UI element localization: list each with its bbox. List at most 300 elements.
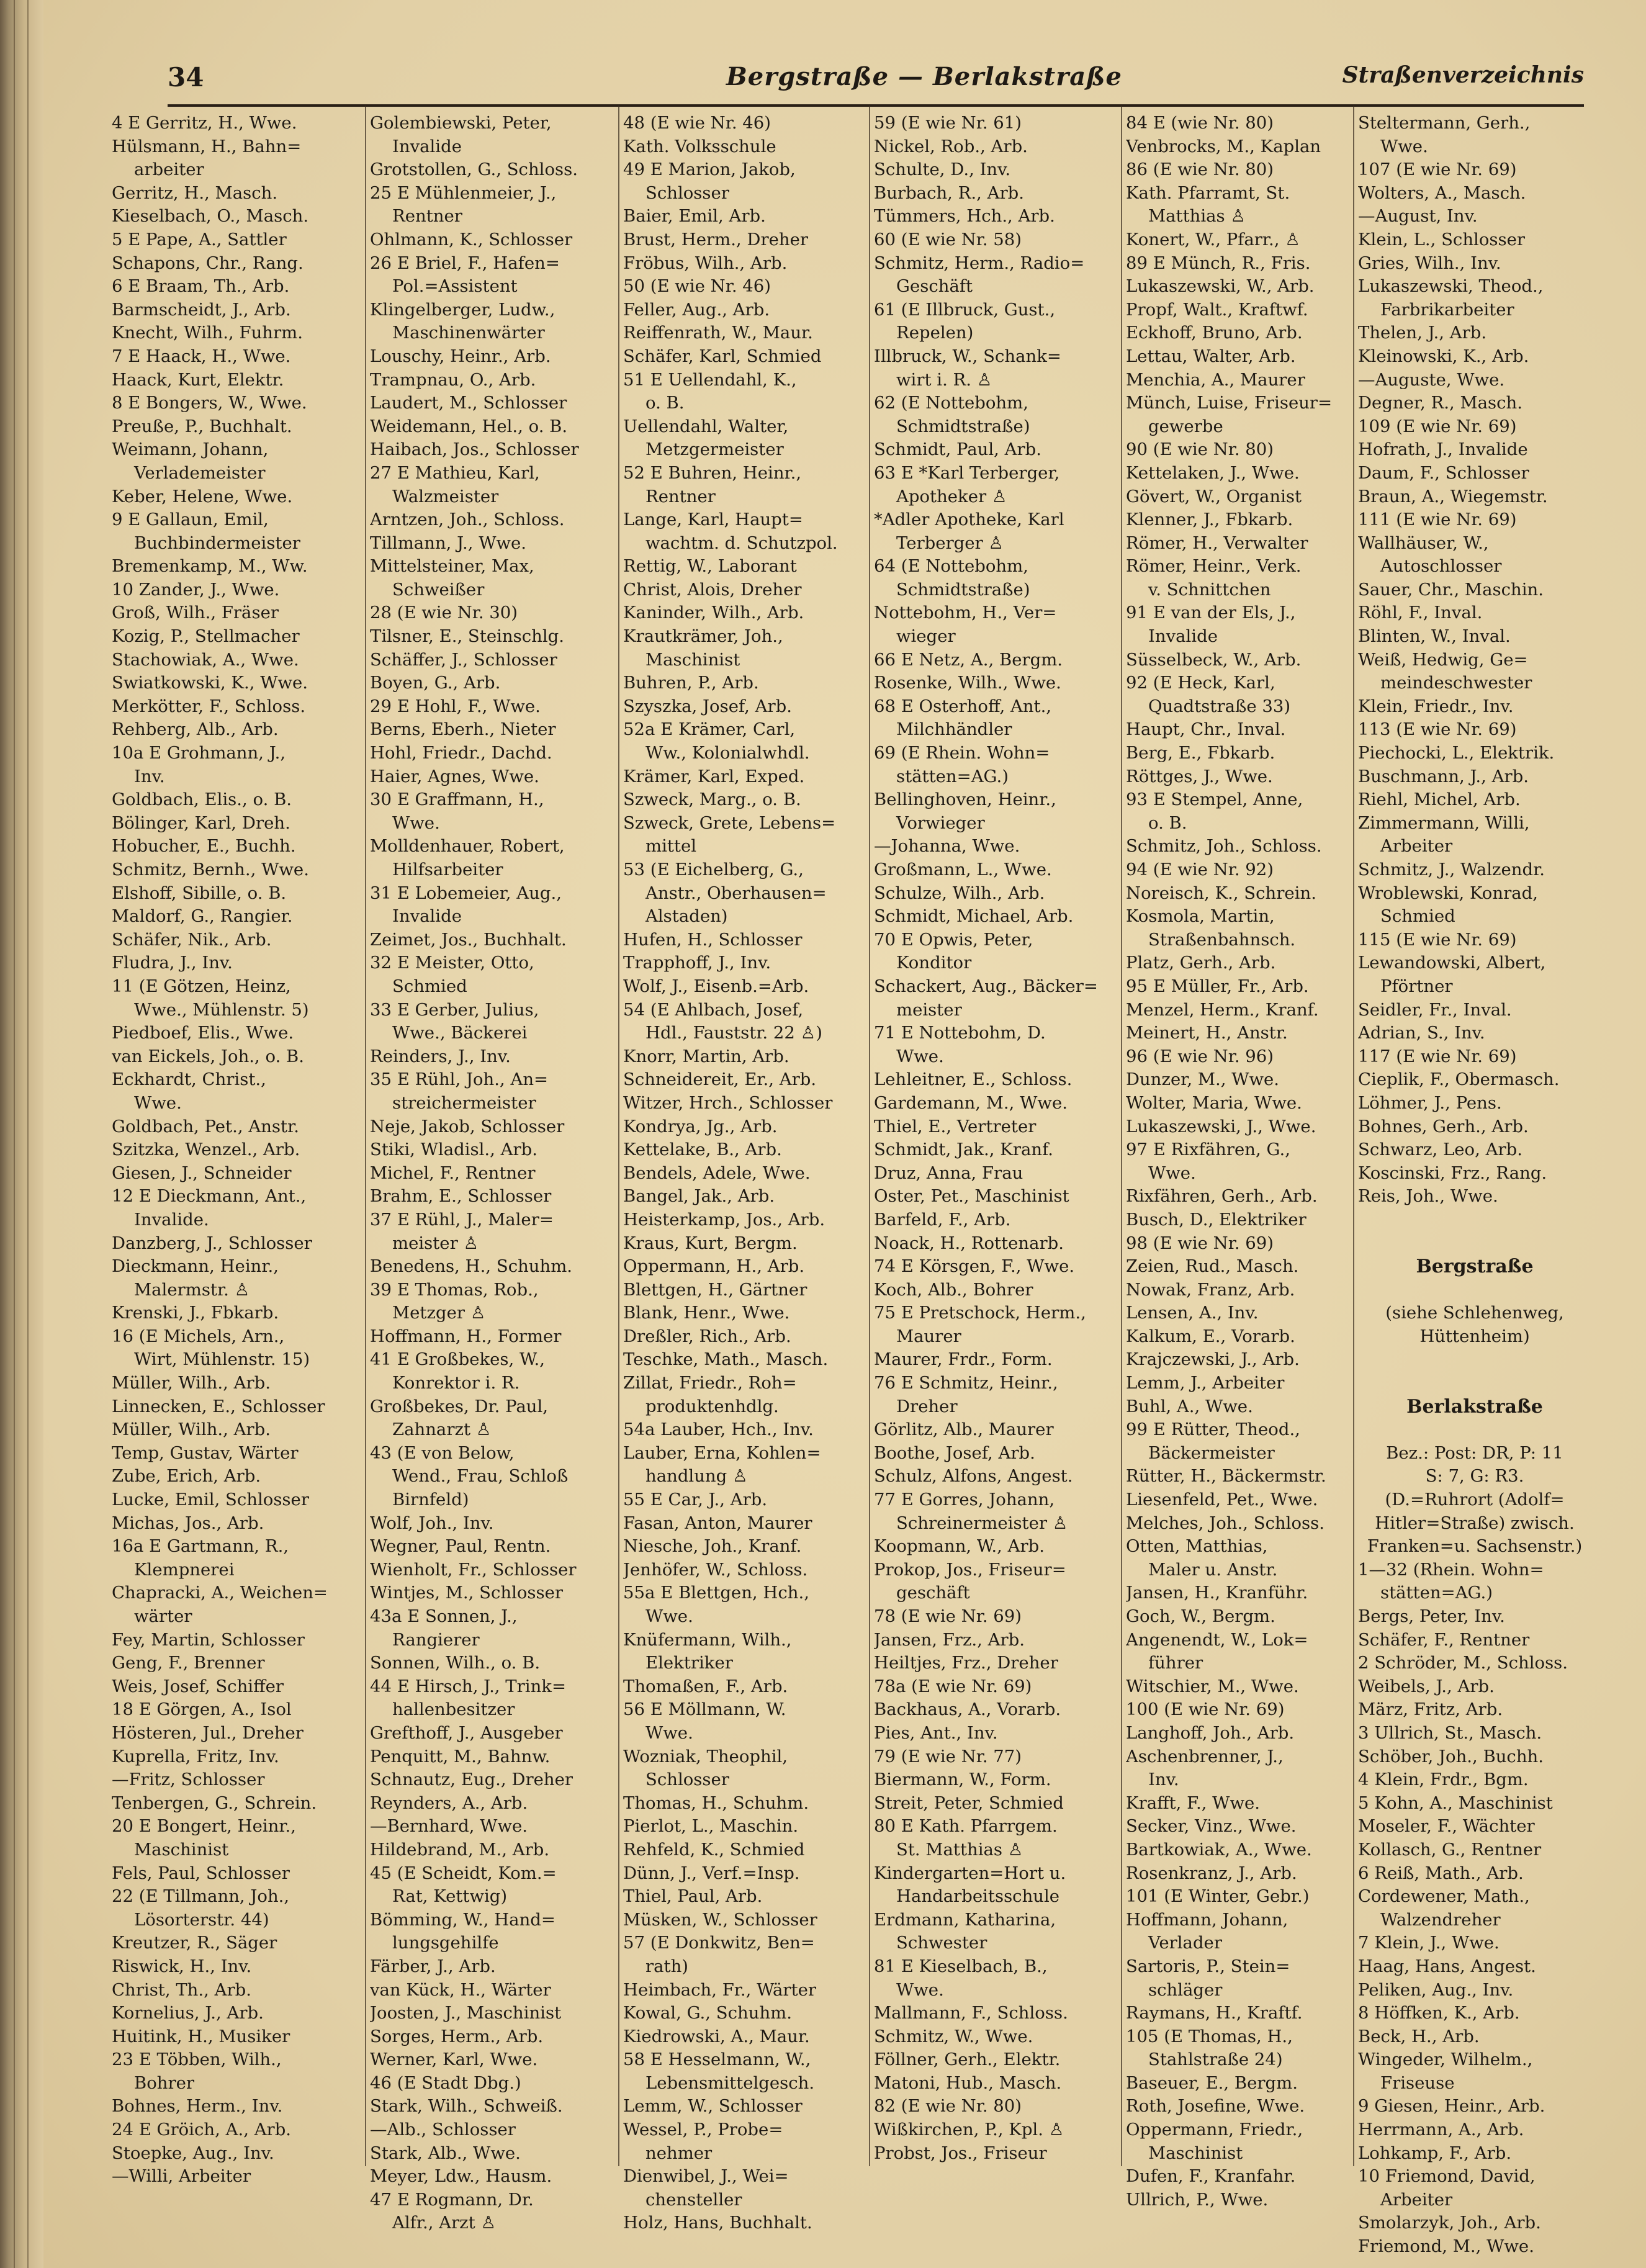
directory-entry-line: geschäft: [896, 1583, 970, 1603]
directory-entry-line: Wwe.: [645, 1606, 693, 1626]
directory-entry-line: Giesen, J., Schneider: [112, 1163, 292, 1183]
directory-entry-line: Szweck, Grete, Lebens=: [623, 812, 836, 833]
street-heading: Berlakstraße: [1406, 1395, 1543, 1418]
directory-entry-line: Milchhändler: [896, 719, 1012, 740]
directory-entry-line: Temp, Gustav, Wärter: [112, 1442, 299, 1463]
directory-entry-line: Römer, Heinr., Verk.: [1126, 556, 1302, 577]
directory-entry-line: Krautkrämer, Joh.,: [623, 626, 783, 647]
directory-entry-line: Goldbach, Pet., Anstr.: [112, 1116, 299, 1136]
directory-entry-line: Lemm, W., Schlosser: [623, 2096, 803, 2117]
directory-entry-line: Barmscheidt, J., Arb.: [112, 299, 291, 320]
directory-entry-line: Dreßler, Rich., Arb.: [623, 1326, 791, 1346]
directory-entry-line: Christ, Th., Arb.: [112, 1979, 251, 2000]
directory-entry-line: 44 E Hirsch, J., Trink=: [370, 1676, 566, 1696]
directory-entry-line: Nickel, Rob., Arb.: [874, 136, 1028, 156]
directory-entry-line: —Johanna, Wwe.: [874, 836, 1020, 857]
directory-entry-line: Metzgermeister: [645, 439, 784, 460]
directory-entry-line: 89 E Münch, R., Fris.: [1126, 253, 1311, 273]
directory-entry-line: Streit, Peter, Schmied: [874, 1793, 1064, 1813]
directory-entry-line: 61 (E Illbruck, Gust.,: [874, 299, 1056, 320]
directory-entry-line: Schmidtstraße): [896, 579, 1030, 600]
directory-entry-line: —Auguste, Wwe.: [1358, 369, 1505, 390]
directory-entry-line: Dunzer, M., Wwe.: [1126, 1069, 1280, 1090]
directory-entry-line: Pförtner: [1380, 976, 1453, 996]
directory-entry-line: mittel: [645, 836, 697, 857]
directory-entry-line: Koch, Alb., Bohrer: [874, 1279, 1033, 1300]
directory-entry-line: 18 E Görgen, A., Isol: [112, 1699, 292, 1720]
directory-entry-line: Schmied: [1380, 906, 1455, 927]
directory-entry-line: Reis, Joh., Wwe.: [1358, 1186, 1498, 1207]
directory-entry-line: Inv.: [1148, 1770, 1179, 1790]
directory-entry-line: 16a E Gartmann, R.,: [112, 1536, 289, 1557]
directory-entry-line: Buhl, A., Wwe.: [1126, 1396, 1253, 1416]
directory-entry-line: Hoffmann, Johann,: [1126, 1909, 1288, 1930]
directory-entry-line: Löhmer, J., Pens.: [1358, 1092, 1502, 1113]
directory-entry-line: Hildebrand, M., Arb.: [370, 1839, 550, 1860]
directory-entry-line: Maurer, Frdr., Form.: [874, 1349, 1053, 1370]
directory-entry-line: Pol.=Assistent: [392, 276, 518, 297]
directory-entry-line: Kiedrowski, A., Maur.: [623, 2026, 810, 2046]
directory-entry-line: Maldorf, G., Rangier.: [112, 906, 293, 927]
directory-entry-line: Dünn, J., Verf.=Insp.: [623, 1863, 800, 1883]
directory-entry-line: Laudert, M., Schlosser: [370, 393, 567, 413]
section-title: Straßenverzeichnis: [1342, 62, 1584, 88]
directory-entry-line: Goldbach, Elis., o. B.: [112, 790, 292, 810]
directory-entry-line: Wegner, Paul, Rentn.: [370, 1536, 551, 1557]
directory-entry-line: Beck, H., Arb.: [1358, 2026, 1480, 2046]
directory-entry-line: Schmidt, Paul, Arb.: [874, 439, 1041, 460]
directory-entry-line: 9 Giesen, Heinr., Arb.: [1358, 2096, 1545, 2117]
directory-entry-line: 81 E Kieselbach, B.,: [874, 1956, 1048, 1976]
directory-entry-line: Backhaus, A., Vorarb.: [874, 1699, 1061, 1720]
directory-entry-line: 75 E Pretschock, Herm.,: [874, 1303, 1086, 1323]
directory-entry-line: Krafft, F., Wwe.: [1126, 1793, 1260, 1813]
directory-entry-line: 51 E Uellendahl, K.,: [623, 369, 797, 390]
directory-entry-line: Maschinist: [1148, 2143, 1243, 2163]
directory-entry-line: 90 (E wie Nr. 80): [1126, 439, 1274, 460]
directory-entry-line: Tümmers, Hch., Arb.: [874, 206, 1055, 227]
directory-entry-line: Louschy, Heinr., Arb.: [370, 346, 551, 366]
directory-entry-line: 9 E Gallaun, Emil,: [112, 510, 269, 530]
directory-entry-line: Wroblewski, Konrad,: [1358, 883, 1538, 903]
directory-entry-line: 10a E Grohmann, J.,: [112, 743, 286, 763]
directory-entry-line: Zeien, Rud., Masch.: [1126, 1256, 1299, 1277]
directory-entry-line: Cordewener, Math.,: [1358, 1886, 1530, 1907]
directory-entry-line: Wwe.: [896, 1046, 944, 1066]
directory-entry-line: Wwe.: [896, 1979, 944, 2000]
directory-entry-line: 70 E Opwis, Peter,: [874, 929, 1033, 950]
directory-entry-line: 26 E Briel, F., Hafen=: [370, 253, 560, 273]
directory-entry-line: Secker, Vinz., Wwe.: [1126, 1816, 1297, 1837]
directory-column-1: [112, 112, 360, 2189]
directory-entry-line: Thomas, H., Schuhm.: [623, 1793, 809, 1813]
street-heading: Bergstraße: [1416, 1256, 1534, 1278]
directory-entry-line: 100 (E wie Nr. 69): [1126, 1699, 1285, 1720]
directory-entry-line: 84 E (wie Nr. 80): [1126, 113, 1274, 133]
directory-entry-line: Sauer, Chr., Maschin.: [1358, 579, 1544, 600]
directory-entry-line: Jenhöfer, W., Schloss.: [623, 1559, 808, 1580]
directory-entry-line: Liesenfeld, Pet., Wwe.: [1126, 1490, 1318, 1510]
directory-entry-line: Malermstr. ♙: [134, 1279, 250, 1300]
directory-entry-line: 33 E Gerber, Julius,: [370, 999, 539, 1020]
directory-entry-line: 115 (E wie Nr. 69): [1358, 929, 1517, 950]
directory-entry-line: Schmitz, W., Wwe.: [874, 2026, 1033, 2046]
directory-entry-line: 71 E Nottebohm, D.: [874, 1023, 1046, 1043]
directory-entry-line: Bez.: Post: DR, P: 11: [1386, 1442, 1563, 1463]
directory-entry-line: 96 (E wie Nr. 96): [1126, 1046, 1274, 1066]
directory-entry-line: Apotheker ♙: [896, 486, 1007, 506]
directory-entry-line: Lukaszewski, J., Wwe.: [1126, 1116, 1316, 1136]
directory-entry-line: Ww., Kolonialwhdl.: [645, 743, 810, 763]
directory-entry-line: Wend., Frau, Schloß: [392, 1466, 569, 1487]
spine-line: [27, 0, 29, 2268]
column-divider: [869, 106, 870, 2166]
directory-entry-line: Eckhoff, Bruno, Arb.: [1126, 323, 1303, 343]
directory-entry-line: Degner, R., Masch.: [1358, 393, 1522, 413]
directory-entry-line: Hösteren, Jul., Dreher: [112, 1722, 304, 1743]
directory-entry-line: 95 E Müller, Fr., Arb.: [1126, 976, 1309, 996]
directory-entry-line: Tilsner, E., Steinschlg.: [370, 626, 564, 647]
directory-entry-line: Chapracki, A., Weichen=: [112, 1583, 328, 1603]
directory-entry-line: Kleinowski, K., Arb.: [1358, 346, 1529, 366]
directory-entry-line: 68 E Osterhoff, Ant.,: [874, 696, 1052, 716]
directory-entry-line: [1358, 1348, 1591, 1372]
directory-entry-line: Schlosser: [645, 182, 729, 203]
directory-entry-line: Penquitt, M., Bahnw.: [370, 1746, 551, 1766]
directory-entry-line: Schmitz, Joh., Schloss.: [1126, 836, 1322, 857]
directory-entry-line: 94 (E wie Nr. 92): [1126, 860, 1274, 880]
directory-entry-line: Merkötter, F., Schloss.: [112, 696, 306, 716]
directory-entry-line: Dreher: [896, 1396, 958, 1416]
directory-entry-line: Kettelake, B., Arb.: [623, 1140, 782, 1160]
directory-entry-line: Föllner, Gerh., Elektr.: [874, 2050, 1061, 2070]
directory-entry-line: Kuprella, Fritz, Inv.: [112, 1746, 279, 1766]
directory-entry-line: Mallmann, F., Schloss.: [874, 2003, 1068, 2023]
directory-entry-line: Benedens, H., Schuhm.: [370, 1256, 573, 1277]
directory-entry-line: Berns, Eberh., Nieter: [370, 719, 556, 740]
directory-entry-line: 11 (E Götzen, Heinz,: [112, 976, 291, 996]
directory-entry-line: Lehleitner, E., Schloss.: [874, 1069, 1073, 1090]
directory-entry-line: Thiel, Paul, Arb.: [623, 1886, 763, 1907]
spine-line: [14, 0, 15, 2268]
directory-entry-line: Joosten, J., Maschinist: [370, 2003, 562, 2023]
directory-entry-line: Wintjes, M., Schlosser: [370, 1583, 564, 1603]
directory-entry-line: 6 E Braam, Th., Arb.: [112, 276, 290, 297]
directory-entry-line: 55 E Car, J., Arb.: [623, 1490, 768, 1510]
directory-entry-line: Vorwieger: [896, 812, 985, 833]
directory-entry-line: Hobucher, E., Buchh.: [112, 836, 296, 857]
directory-entry-line: Brahm, E., Schlosser: [370, 1186, 552, 1207]
directory-entry-line: Blinten, W., Inval.: [1358, 626, 1511, 647]
directory-entry-line: Reinders, J., Inv.: [370, 1046, 511, 1066]
directory-entry-line: Lucke, Emil, Schlosser: [112, 1490, 309, 1510]
directory-entry-line: Angenendt, W., Lok=: [1126, 1629, 1308, 1650]
directory-entry-line: Busch, D., Elektriker: [1126, 1209, 1306, 1230]
directory-entry-line: Schmitz, Herm., Radio=: [874, 253, 1085, 273]
directory-entry-line: rath): [645, 1956, 689, 1976]
directory-entry-line: Illbruck, W., Schank=: [874, 346, 1061, 366]
directory-entry-line: Peliken, Aug., Inv.: [1358, 1979, 1514, 2000]
directory-entry-line: Hüttenheim): [1419, 1326, 1530, 1346]
directory-entry-line: Feller, Aug., Arb.: [623, 299, 770, 320]
directory-entry-line: 101 (E Winter, Gebr.): [1126, 1886, 1310, 1907]
directory-entry-line: meister ♙: [392, 1233, 479, 1253]
directory-entry-line: Großmann, L., Wwe.: [874, 860, 1052, 880]
directory-entry-line: 97 E Rixfähren, G.,: [1126, 1140, 1290, 1160]
directory-entry-line: 55a E Blettgen, Hch.,: [623, 1583, 809, 1603]
directory-entry-line: 58 E Hesselmann, W.,: [623, 2050, 811, 2070]
directory-entry-line: Verlader: [1148, 1933, 1222, 1953]
directory-entry-line: Wwe.: [1148, 1163, 1196, 1183]
directory-entry-line: produktenhdlg.: [645, 1396, 779, 1416]
directory-entry-line: Klein, L., Schlosser: [1358, 229, 1526, 250]
directory-entry-line: Werner, Karl, Wwe.: [370, 2050, 538, 2070]
directory-entry-line: Arbeiter: [1380, 836, 1453, 857]
directory-entry-line: Baier, Emil, Arb.: [623, 206, 766, 227]
directory-entry-line: Golembiewski, Peter,: [370, 113, 552, 133]
directory-entry-line: Hitler=Straße) zwisch.: [1375, 1513, 1575, 1533]
directory-entry-line: Krajczewski, J., Arb.: [1126, 1349, 1300, 1370]
directory-entry-line: Herrmann, A., Arb.: [1358, 2120, 1524, 2140]
directory-entry-line: Thomaßen, F., Arb.: [623, 1676, 788, 1696]
directory-entry-line: Walzendreher: [1380, 1909, 1501, 1930]
directory-entry-line: Probst, Jos., Friseur: [874, 2143, 1047, 2163]
directory-entry-line: streichermeister: [392, 1092, 536, 1113]
directory-entry-line: Knorr, Martin, Arb.: [623, 1046, 789, 1066]
directory-entry-line: Braun, A., Wiegemstr.: [1358, 486, 1548, 506]
directory-entry-line: Konditor: [896, 953, 972, 973]
directory-entry-line: 22 (E Tillmann, Joh.,: [112, 1886, 290, 1907]
directory-entry-line: Sorges, Herm., Arb.: [370, 2026, 544, 2046]
directory-entry-line: Buhren, P., Arb.: [623, 673, 759, 693]
directory-entry-line: Adrian, S., Inv.: [1358, 1023, 1485, 1043]
directory-entry-line: Matthias ♙: [1148, 206, 1246, 227]
directory-entry-line: 91 E van der Els, J.,: [1126, 603, 1296, 623]
directory-entry-line: Straßenbahnsch.: [1148, 929, 1296, 950]
directory-entry-line: Szitzka, Wenzel., Arb.: [112, 1140, 300, 1160]
directory-entry-line: 56 E Möllmann, W.: [623, 1699, 786, 1720]
directory-entry-line: Klempnerei: [134, 1559, 235, 1580]
directory-entry-line: handlung ♙: [645, 1466, 748, 1487]
directory-entry-line: Propf, Walt., Kraftwf.: [1126, 299, 1308, 320]
directory-entry-line: Cieplik, F., Obermasch.: [1358, 1069, 1560, 1090]
directory-entry-line: Kraus, Kurt, Bergm.: [623, 1233, 798, 1253]
directory-entry-line: Hoffmann, H., Former: [370, 1326, 562, 1346]
directory-entry-line: stätten=AG.): [1380, 1583, 1493, 1603]
directory-entry-line: Kowal, G., Schuhm.: [623, 2003, 792, 2023]
directory-entry-line: Wolf, J., Eisenb.=Arb.: [623, 976, 809, 996]
directory-entry-line: 10 Zander, J., Wwe.: [112, 579, 280, 600]
directory-entry-line: v. Schnittchen: [1148, 579, 1271, 600]
directory-entry-line: 46 (E Stadt Dbg.): [370, 2072, 521, 2093]
directory-entry-line: Bartkowiak, A., Wwe.: [1126, 1839, 1312, 1860]
directory-entry-line: 23 E Többen, Wilh.,: [112, 2050, 282, 2070]
directory-entry-line: Otten, Matthias,: [1126, 1536, 1268, 1557]
directory-entry-line: [1358, 1418, 1591, 1442]
directory-entry-line: Rentner: [392, 206, 462, 227]
directory-entry-line: Schöber, Joh., Buchh.: [1358, 1746, 1544, 1766]
directory-entry-line: Krämer, Karl, Exped.: [623, 766, 805, 786]
directory-entry-line: Elektriker: [645, 1653, 733, 1673]
directory-entry-line: Uellendahl, Walter,: [623, 416, 789, 436]
directory-entry-line: —Alb., Schlosser: [370, 2120, 516, 2140]
directory-entry-line: Koscinski, Frz., Rang.: [1358, 1163, 1547, 1183]
directory-entry-line: Schwester: [896, 1933, 987, 1953]
directory-entry-line: Eckhardt, Christ.,: [112, 1069, 266, 1090]
directory-entry-line: 117 (E wie Nr. 69): [1358, 1046, 1517, 1066]
directory-entry-line: Friemond, M., Wwe.: [1358, 2236, 1534, 2257]
directory-entry-line: —Willi, Arbeiter: [112, 2166, 251, 2187]
directory-entry-line: Schneidereit, Er., Arb.: [623, 1069, 817, 1090]
directory-entry-line: Müller, Wilh., Arb.: [112, 1373, 271, 1393]
directory-entry-line: Walzmeister: [392, 486, 499, 506]
directory-entry-line: Schweißer: [392, 579, 485, 600]
directory-entry-line: Anstr., Oberhausen=: [645, 883, 827, 903]
directory-column-2: [370, 112, 618, 2235]
directory-entry-line: Rosenkranz, J., Arb.: [1126, 1863, 1297, 1883]
directory-entry-line: 4 E Gerritz, H., Wwe.: [112, 113, 297, 133]
directory-entry-line: Bendels, Adele, Wwe.: [623, 1163, 811, 1183]
directory-entry-line: Römer, H., Verwalter: [1126, 533, 1308, 553]
directory-entry-line: Dufen, F., Kranfahr.: [1126, 2166, 1296, 2187]
directory-entry-line: 86 (E wie Nr. 80): [1126, 160, 1274, 180]
directory-entry-line: Lohkamp, F., Arb.: [1358, 2143, 1512, 2163]
directory-entry-line: —Bernhard, Wwe.: [370, 1816, 528, 1837]
directory-entry-line: Linnecken, E., Schlosser: [112, 1396, 325, 1416]
directory-entry-line: Preuße, P., Buchhalt.: [112, 416, 292, 436]
directory-entry-line: Görlitz, Alb., Maurer: [874, 1420, 1054, 1440]
directory-entry-line: 30 E Graffmann, H.,: [370, 790, 544, 810]
directory-entry-line: Bömming, W., Hand=: [370, 1909, 555, 1930]
directory-entry-line: (siehe Schlehenweg,: [1385, 1303, 1564, 1323]
directory-entry-line: Noreisch, K., Schrein.: [1126, 883, 1316, 903]
directory-entry-line: St. Matthias ♙: [896, 1839, 1023, 1860]
directory-entry-line: Goch, W., Bergm.: [1126, 1606, 1275, 1626]
directory-entry-line: —August, Inv.: [1358, 206, 1478, 227]
directory-entry-line: 111 (E wie Nr. 69): [1358, 510, 1517, 530]
directory-entry-line: Heiltjes, Frz., Dreher: [874, 1653, 1058, 1673]
directory-entry-line: Steltermann, Gerh.,: [1358, 113, 1531, 133]
directory-entry-line: 66 E Netz, A., Bergm.: [874, 649, 1063, 670]
directory-entry-line: Thelen, J., Arb.: [1358, 323, 1487, 343]
directory-entry-line: Jansen, H., Kranführ.: [1126, 1583, 1308, 1603]
directory-entry-line: Tillmann, J., Wwe.: [370, 533, 527, 553]
directory-entry-line: Kath. Volksschule: [623, 136, 776, 156]
directory-entry-line: 69 (E Rhein. Wohn=: [874, 743, 1050, 763]
directory-entry-line: Hülsmann, H., Bahn=: [112, 136, 302, 156]
directory-column-4: [874, 112, 1120, 2165]
directory-entry-line: Boothe, Josef, Arb.: [874, 1442, 1035, 1463]
directory-entry-line: Schäfer, Nik., Arb.: [112, 929, 272, 950]
directory-entry-line: Krenski, J., Fbkarb.: [112, 1303, 279, 1323]
directory-entry-line: Kettelaken, J., Wwe.: [1126, 462, 1300, 483]
directory-entry-line: 64 (E Nottebohm,: [874, 556, 1028, 577]
directory-entry-line: Witschier, M., Wwe.: [1126, 1676, 1299, 1696]
directory-entry-line: 28 (E wie Nr. 30): [370, 603, 518, 623]
directory-entry-line: Gerritz, H., Masch.: [112, 182, 278, 203]
directory-entry-line: Hufen, H., Schlosser: [623, 929, 803, 950]
directory-entry-line: Stoepke, Aug., Inv.: [112, 2143, 274, 2163]
directory-entry-line: Wozniak, Theophil,: [623, 1746, 788, 1766]
directory-entry-line: Schäffer, J., Schlosser: [370, 649, 557, 670]
directory-entry-line: Quadtstraße 33): [1148, 696, 1291, 716]
directory-entry-line: Szweck, Marg., o. B.: [623, 790, 801, 810]
directory-entry-line: Blettgen, H., Gärtner: [623, 1279, 807, 1300]
directory-entry-line: Matoni, Hub., Masch.: [874, 2072, 1062, 2093]
directory-entry-line: Aschenbrenner, J.,: [1126, 1746, 1284, 1766]
directory-entry-line: Szyszka, Josef, Arb.: [623, 696, 793, 716]
header-rule: [168, 104, 1584, 107]
directory-entry-line: Kollasch, G., Rentner: [1358, 1839, 1542, 1860]
directory-entry-line: Molldenhauer, Robert,: [370, 836, 565, 857]
directory-entry-line: 29 E Hohl, F., Wwe.: [370, 696, 541, 716]
directory-entry-line: Lebensmittelgesch.: [645, 2072, 815, 2093]
directory-entry-line: 52a E Krämer, Carl,: [623, 719, 796, 740]
directory-entry-line: führer: [1148, 1653, 1203, 1673]
directory-entry-line: Michas, Jos., Arb.: [112, 1513, 264, 1533]
directory-entry-line: 79 (E wie Nr. 77): [874, 1746, 1022, 1766]
directory-column-3: [623, 112, 868, 2235]
directory-entry-line: Heimbach, Fr., Wärter: [623, 1979, 817, 2000]
directory-entry-line: Meyer, Ldw., Hausm.: [370, 2166, 552, 2187]
directory-entry-line: 48 (E wie Nr. 46): [623, 113, 771, 133]
directory-entry-line: Verlademeister: [134, 462, 266, 483]
directory-entry-line: Weidemann, Hel., o. B.: [370, 416, 568, 436]
directory-entry-line: Wallhäuser, W.,: [1358, 533, 1489, 553]
directory-entry-line: Lemm, J., Arbeiter: [1126, 1373, 1285, 1393]
directory-entry-line: *Adler Apotheke, Karl: [874, 510, 1064, 530]
directory-entry-line: 3 Ullrich, St., Masch.: [1358, 1722, 1542, 1743]
directory-entry-line: 20 E Bongert, Heinr.,: [112, 1816, 296, 1837]
directory-entry-line: Farbrikarbeiter: [1380, 299, 1514, 320]
directory-entry-line: Wolters, A., Masch.: [1358, 182, 1526, 203]
directory-entry-line: Keber, Helene, Wwe.: [112, 486, 293, 506]
column-divider: [1121, 106, 1122, 2166]
directory-entry-line: Zube, Erich, Arb.: [112, 1466, 261, 1487]
directory-entry-line: Erdmann, Katharina,: [874, 1909, 1056, 1930]
directory-entry-line: 82 (E wie Nr. 80): [874, 2096, 1022, 2117]
directory-entry-line: Fey, Martin, Schlosser: [112, 1629, 305, 1650]
directory-entry-line: Moseler, F., Wächter: [1358, 1816, 1535, 1837]
directory-entry-line: Wingeder, Wilhelm.,: [1358, 2050, 1533, 2070]
directory-entry-line: 7 Klein, J., Wwe.: [1358, 1933, 1500, 1953]
directory-entry-line: Zillat, Friedr., Roh=: [623, 1373, 797, 1393]
directory-entry-line: van Kück, H., Wärter: [370, 1979, 551, 2000]
directory-entry-line: Maschinenwärter: [392, 323, 545, 343]
directory-entry-line: nehmer: [645, 2143, 713, 2163]
directory-entry-line: Wolter, Maria, Wwe.: [1126, 1092, 1302, 1113]
directory-entry-line: Groß, Wilh., Fräser: [112, 603, 279, 623]
directory-entry-line: Piedboef, Elis., Wwe.: [112, 1023, 294, 1043]
directory-entry-line: gewerbe: [1148, 416, 1223, 436]
directory-entry-line: Riehl, Michel, Arb.: [1358, 790, 1521, 810]
directory-entry-line: Barfeld, F., Arb.: [874, 1209, 1011, 1230]
directory-entry-line: 50 (E wie Nr. 46): [623, 276, 771, 297]
directory-entry-line: wärter: [134, 1606, 192, 1626]
directory-entry-line: Röhl, F., Inval.: [1358, 603, 1483, 623]
directory-entry-line: Oppermann, H., Arb.: [623, 1256, 805, 1277]
directory-entry-line: Schmidt, Jak., Kranf.: [874, 1140, 1054, 1160]
directory-entry-line: Müller, Wilh., Arb.: [112, 1420, 271, 1440]
directory-entry-line: 2 Schröder, M., Schloss.: [1358, 1653, 1568, 1673]
directory-entry-line: Fels, Paul, Schlosser: [112, 1863, 290, 1883]
column-divider: [1353, 106, 1354, 2166]
directory-entry-line: Metzger ♙: [392, 1303, 486, 1323]
directory-entry-line: Oster, Pet., Maschinist: [874, 1186, 1069, 1207]
directory-entry-line: Schackert, Aug., Bäcker=: [874, 976, 1098, 996]
directory-entry-line: Knecht, Wilh., Fuhrm.: [112, 323, 303, 343]
directory-column-5: [1126, 112, 1352, 2212]
